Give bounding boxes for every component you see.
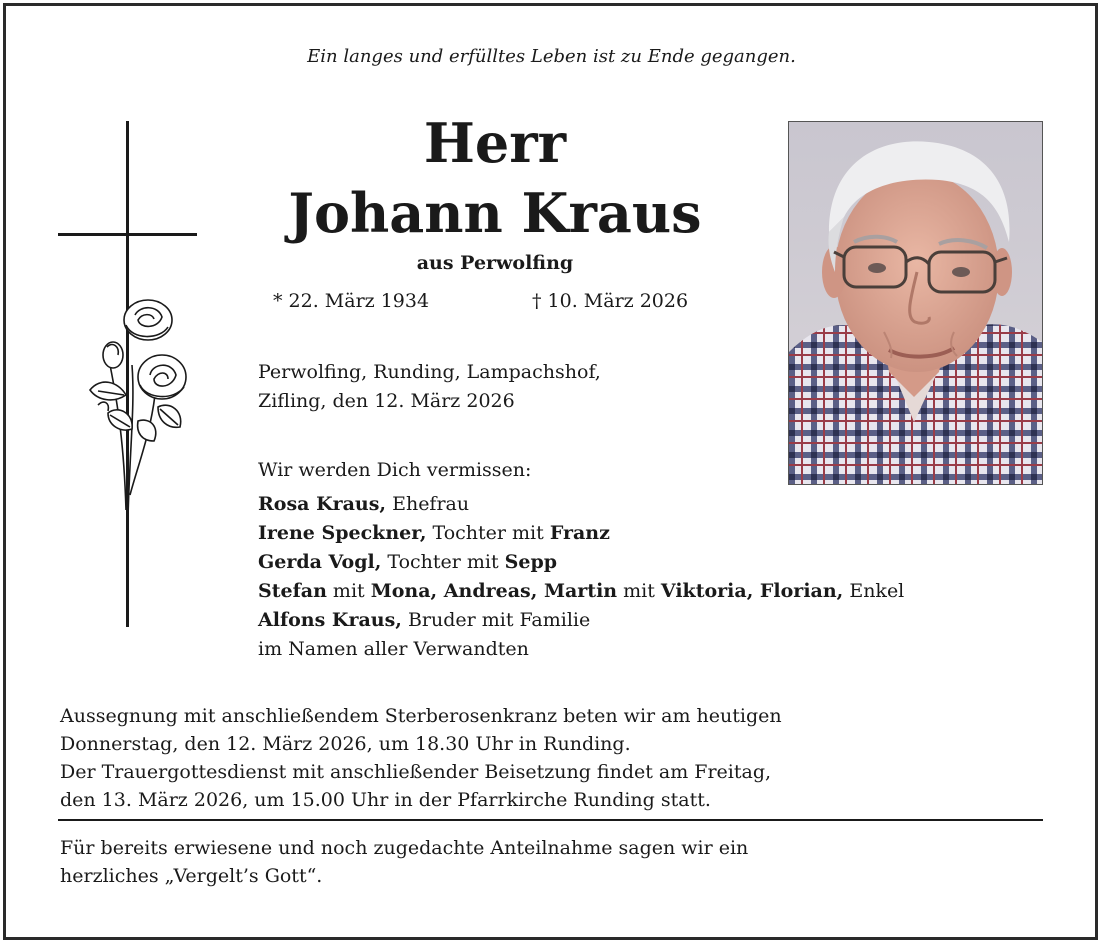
rose-icon: [80, 295, 190, 520]
service-line: den 13. März 2026, um 15.00 Uhr in der Pfarrkirche Runding statt.: [60, 789, 711, 811]
portrait-photo: [788, 121, 1043, 485]
place-line-2: Zifling, den 12. März 2026: [258, 390, 515, 412]
family-name: Sepp: [504, 551, 558, 573]
thanks-line: Für bereits erwiesene und noch zugedachte Anteilnahme sagen wir ein: [60, 837, 749, 859]
family-line: [258, 577, 904, 606]
divider: [58, 819, 1043, 821]
family-relation: mit: [326, 580, 371, 602]
family-name: Mona, Andreas, Martin: [370, 580, 618, 602]
family-line: [258, 606, 590, 635]
thanks-line: herzliches „Vergelt’s Gott“.: [60, 865, 323, 887]
family-name: Irene Speckner,: [258, 522, 427, 544]
opening-quote: Ein langes und erfülltes Leben ist zu Ende gegangen.: [307, 46, 796, 67]
family-relation: mit: [617, 580, 661, 602]
family-name: Viktoria, Florian,: [660, 580, 844, 602]
family-line: [258, 490, 469, 519]
family-relation: Ehefrau: [386, 493, 470, 515]
family-relation: Tochter mit: [426, 522, 550, 544]
family-name: Gerda Vogl,: [258, 551, 382, 573]
family-name: Rosa Kraus,: [258, 493, 387, 515]
family-relation: Bruder mit Familie: [401, 609, 591, 631]
family-name: Alfons Kraus,: [258, 609, 402, 631]
origin-line: aus Perwolfing: [416, 252, 574, 274]
miss-heading: Wir werden Dich vermissen:: [258, 459, 532, 481]
family-name: Franz: [549, 522, 610, 544]
family-line: [258, 519, 610, 548]
family-line: [258, 548, 557, 577]
birth-date: * 22. März 1934: [273, 290, 430, 312]
service-line: Der Trauergottesdienst mit anschließender Beisetzung findet am Freitag,: [60, 761, 772, 783]
family-relation: Tochter mit: [381, 551, 505, 573]
honorific-title: Herr: [423, 111, 567, 175]
service-line: Aussegnung mit anschließendem Sterberosenkranz beten wir am heutigen: [60, 705, 782, 727]
family-line: im Namen aller Verwandten: [258, 638, 529, 660]
death-date: † 10. März 2026: [532, 290, 689, 312]
family-name: Stefan: [258, 580, 327, 602]
cross-horizontal-bar: [58, 233, 197, 236]
place-line-1: Perwolfing, Runding, Lampachshof,: [258, 361, 601, 383]
service-line: Donnerstag, den 12. März 2026, um 18.30 Uhr in Runding.: [60, 733, 631, 755]
family-relation: Enkel: [843, 580, 905, 602]
deceased-name: Johann Kraus: [288, 181, 702, 245]
